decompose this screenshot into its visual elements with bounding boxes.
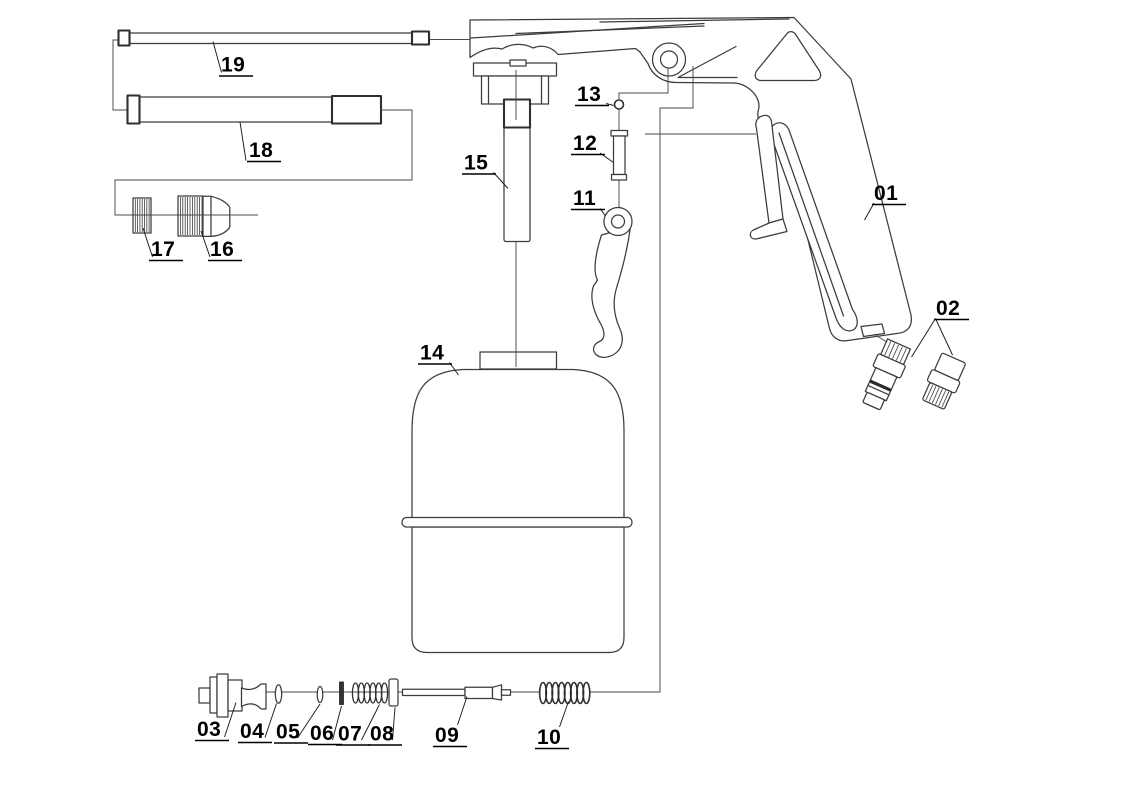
part-label-04: 04 xyxy=(240,720,265,743)
part-label-10: 10 xyxy=(537,726,562,749)
part-label-18: 18 xyxy=(249,139,274,162)
part-06-washer xyxy=(340,682,344,705)
handle-inlet-stub xyxy=(861,324,885,337)
part-label-11: 11 xyxy=(573,187,597,210)
part-16-nozzle-cap xyxy=(178,196,230,236)
part-12-valve-stem xyxy=(611,131,628,181)
part-label-03: 03 xyxy=(197,718,222,741)
container-flange-ring xyxy=(402,518,632,528)
part-label-09: 09 xyxy=(435,724,460,747)
part-label-08: 08 xyxy=(370,722,395,746)
part-label-19: 19 xyxy=(221,53,246,77)
part-17-knurled-ring xyxy=(133,198,151,233)
trigger-pin-hole xyxy=(612,215,625,228)
part-08-seat xyxy=(389,679,398,706)
part-09-needle xyxy=(403,685,511,700)
part-11-trigger xyxy=(592,208,632,358)
part-label-07: 07 xyxy=(338,722,363,746)
part-13-ball xyxy=(615,100,624,109)
part-18-tube xyxy=(128,96,382,124)
part-label-13: 13 xyxy=(577,83,602,106)
barrel-hex-fitting xyxy=(474,60,557,104)
part-07-spring xyxy=(352,683,387,703)
part-02-connector-a xyxy=(858,338,913,412)
part-19-long-tube xyxy=(119,31,430,46)
part-label-16: 16 xyxy=(210,238,235,261)
part-label-06: 06 xyxy=(310,722,335,745)
part-label-14: 14 xyxy=(420,341,445,365)
part-02-connector-b xyxy=(919,352,968,411)
part-03-nozzle-assembly xyxy=(199,674,266,717)
part-label-02: 02 xyxy=(936,297,961,320)
part-label-17: 17 xyxy=(151,238,176,261)
part-10-spring xyxy=(540,683,590,704)
part-label-15: 15 xyxy=(464,151,489,175)
part-05-oring xyxy=(317,687,323,703)
part-label-01: 01 xyxy=(874,182,899,205)
tube-to-caps-connector xyxy=(115,110,412,215)
part-04-oring xyxy=(275,685,281,703)
pivot-hole xyxy=(661,51,678,68)
part-label-05: 05 xyxy=(276,720,301,744)
part-label-12: 12 xyxy=(573,132,598,155)
part-14-container xyxy=(402,352,632,653)
part-15-suction-tube xyxy=(504,100,530,242)
